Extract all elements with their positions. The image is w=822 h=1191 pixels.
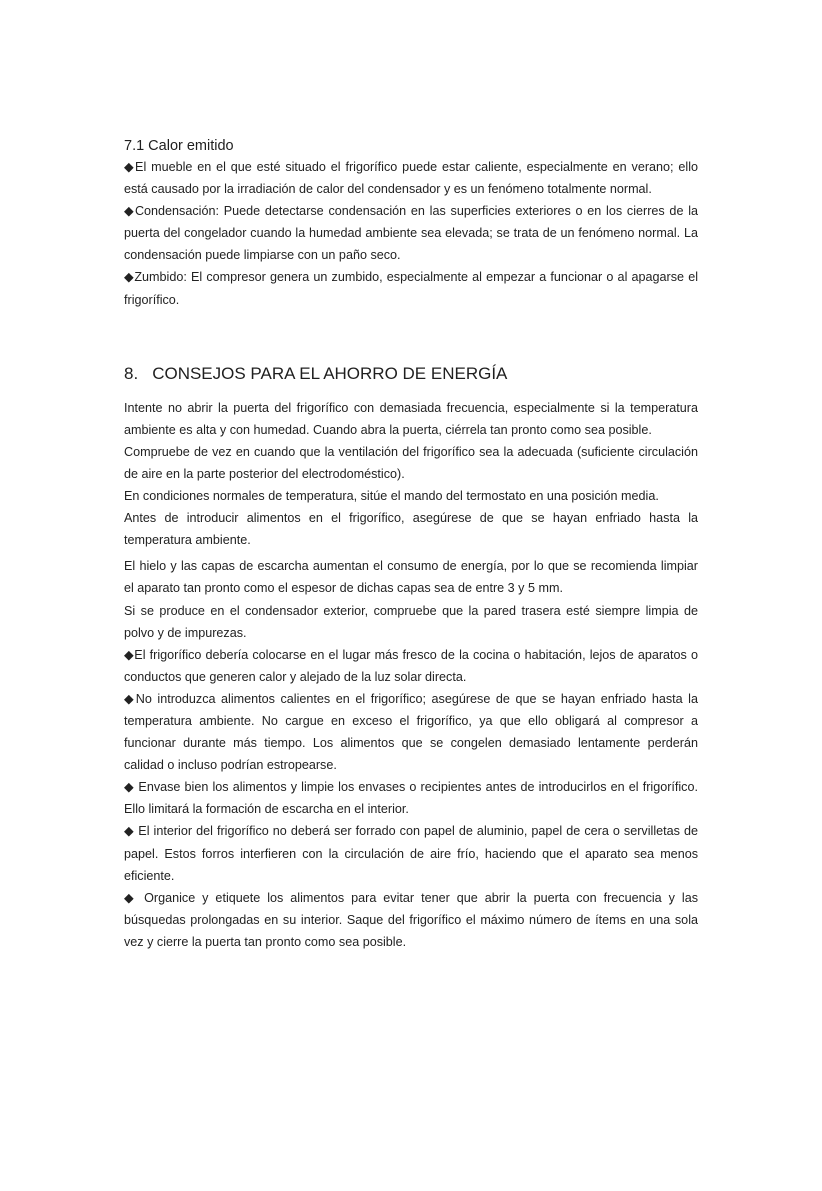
paragraph-packaging: ◆ Envase bien los alimentos y limpie los envases o recipientes antes de introducirlos en el frigorífico. Ello limitará la formación de escarcha en el interior. (124, 780, 698, 817)
section-8-number: 8. (124, 363, 139, 383)
paragraph-condenser: Si se produce en el condensador exterior, compruebe que la pared trasera esté siempre limpia de polvo y de impurezas. (124, 603, 698, 640)
paragraph-cool-food: Antes de introducir alimentos en el frigorífico, asegúrese de que se hayan enfriado hasta la temperatura ambiente. (124, 511, 698, 548)
paragraph-placement: ◆El frigorífico debería colocarse en el lugar más fresco de la cocina o habitación, lejos de aparatos o conductos que generen calor y alejado de la luz solar directa. (124, 647, 698, 684)
paragraph-frost: El hielo y las capas de escarcha aumentan el consumo de energía, por lo que se recomienda limpiar el aparato tan pronto como el espesor de dichas capas sea de entre 3 y 5 mm. (124, 559, 698, 596)
paragraph-heat-radiation: ◆El mueble en el que esté situado el frigorífico puede estar caliente, especialmente en verano; ello está causado por la irradiación de calor del condensador y es un fenómeno totalmente normal. (124, 160, 698, 197)
paragraph-condensation: ◆Condensación: Puede detectarse condensación en las superficies exteriores o en los cierres de la puerta del congelador cuando la humedad ambiente sea elevada; se trata de un fenómeno normal. La condensación puede limpiarse con un paño seco. (124, 204, 698, 263)
document-page (124, 136, 698, 953)
paragraph-ventilation: Compruebe de vez en cuando que la ventilación del frigorífico sea la adecuada (suficiente circulación de aire en la parte posterior del electrodoméstico). (124, 444, 698, 481)
section-7-1 (124, 136, 698, 311)
paragraph-organize: ◆ Organice y etiquete los alimentos para evitar tener que abrir la puerta con frecuencia y las búsquedas prolongadas en su interior. Saque del frigorífico el máximo número de ítems en una sola vez y cierre la puerta tan pronto como sea posible. (124, 890, 698, 949)
section-7-1-title: 7.1 Calor emitido (124, 138, 234, 154)
paragraph-humming: ◆Zumbido: El compresor genera un zumbido, especialmente al empezar a funcionar o al apagarse el frigorífico. (124, 270, 698, 307)
section-8-title: CONSEJOS PARA EL AHORRO DE ENERGÍA (152, 363, 508, 383)
paragraph-door-opening: Intente no abrir la puerta del frigorífico con demasiada frecuencia, especialmente si la temperatura ambiente es alta y con humedad. Cuando abra la puerta, ciérrela tan pronto como sea posible. (124, 400, 698, 437)
paragraph-hot-food: ◆No introduzca alimentos calientes en el frigorífico; asegúrese de que se hayan enfriado hasta la temperatura ambiente. No cargue en exceso el frigorífico, ya que ello obligará al compresor a funcionar durante más tiempo. Los alimentos que se congelen demasiado lentamente perderán calidad o incluso podrían estropearse. (124, 691, 698, 773)
paragraph-thermostat: En condiciones normales de temperatura, sitúe el mando del termostato en una posición media. (124, 489, 659, 504)
paragraph-lining: ◆ El interior del frigorífico no deberá ser forrado con papel de aluminio, papel de cera o servilletas de papel. Estos forros interfieren con la circulación de aire frío, haciendo que el aparato sea menos eficiente. (124, 824, 698, 883)
section-8-heading (124, 362, 698, 386)
section-8 (124, 362, 698, 953)
